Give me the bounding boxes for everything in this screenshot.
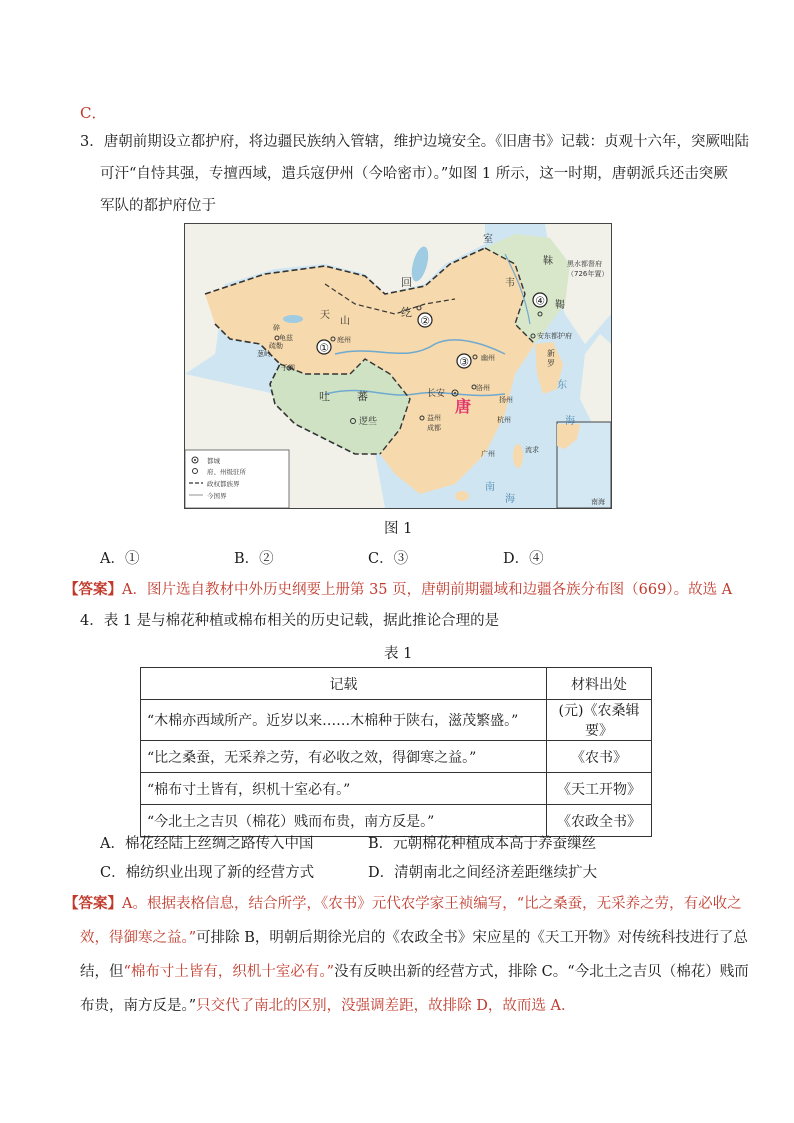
label-tian: 天 — [320, 310, 330, 321]
table-header-source: 材料出处 — [547, 668, 652, 700]
marker-2: ② — [420, 314, 430, 328]
figure-caption: 图 1 — [384, 521, 413, 537]
q4-answer-label: 【答案】 — [64, 895, 122, 912]
table-cell-source: 《农书》 — [547, 741, 652, 773]
label-wei: 韦 — [505, 278, 515, 289]
label-congling: 葱岭 — [257, 350, 271, 358]
label-yutian: 于阗 — [281, 364, 295, 372]
legend-regime-border: 政权都族界 — [207, 480, 240, 488]
q4-answer-line-1: 【答案】A。根据表格信息，结合所学，《农书》元代农学家王祯编写，“比之桑蚕，无采养之劳，有必收之 — [64, 895, 742, 912]
table-cell-record: “棉布寸土皆有，织机十室必有。” — [141, 773, 547, 805]
table-cell-record: “木棉亦西域所产。近岁以来……木棉种于陕右，滋茂繁盛。” — [141, 700, 547, 741]
label-dong-sea: 东 — [557, 380, 567, 391]
q3-option-d[interactable]: D．④ — [503, 551, 544, 567]
table-row — [141, 741, 652, 773]
label-changan: 长安 — [427, 389, 446, 399]
label-yizhou: 益州 — [427, 414, 441, 422]
legend-prefecture: 府、州级驻所 — [207, 468, 246, 476]
q4-option-d[interactable]: D．清朝南北之间经济差距继续扩大 — [368, 865, 598, 881]
q4-option-c[interactable]: C．棉纺织业出现了新的经营方式 — [100, 865, 315, 881]
q3-option-b[interactable]: B．② — [234, 551, 274, 567]
q4-answer-line-3: 结，但“棉布寸土皆有，织机十室必有。”没有反映出新的经营方式，排除 C。“今北土之吉贝（棉花）贱而 — [80, 964, 749, 980]
label-tingzhou: 庭州 — [337, 336, 351, 344]
label-luo: 罗 — [547, 359, 555, 368]
table-cell-record: “今北土之吉贝（棉花）贱而布贵，南方反是。” — [141, 805, 547, 837]
label-east-sea: 海 — [565, 416, 575, 427]
q3-answer-text: A．图片选自教材中外历史纲要上册第 35 页，唐朝前期疆域和边疆各族分布图（669）。故选 A — [122, 582, 733, 598]
q4-stem: 4．表 1 是与棉花种植或棉布相关的历史记载，据此推论合理的是 — [80, 613, 500, 629]
label-heishui-year: （726年置） — [567, 270, 609, 278]
q4-option-b[interactable]: B．元朝棉花种植成本高于养蚕缫丝 — [368, 836, 597, 852]
label-luozhou: 洛州 — [476, 384, 490, 392]
label-liuqiu: 流求 — [525, 446, 539, 454]
label-bo: 蕃 — [357, 390, 368, 403]
label-hui: 回 — [401, 276, 412, 289]
table-cell-source: 《天工开物》 — [547, 773, 652, 805]
option-c-prev: C． — [80, 104, 107, 122]
records-table — [140, 667, 652, 837]
marker-1: ① — [319, 341, 329, 355]
q4-answer-line-2: 效，得御寒之益。”可排除 B，明朝后期徐光启的《农政全书》宋应星的《天工开物》对传统科技进行了总 — [80, 930, 748, 946]
tang-map-figure — [184, 223, 612, 509]
q3-answer — [64, 580, 732, 600]
table-cell-source: (元)《农桑辑要》 — [547, 700, 652, 741]
q4-number: 4． — [80, 613, 104, 629]
label-tang: 唐 — [455, 397, 472, 416]
table-header-record: 记载 — [141, 668, 547, 700]
label-shi: 室 — [483, 234, 493, 245]
table-row — [141, 805, 652, 837]
q3-line-2: 可汗“自恃其强，专擅西域，遣兵寇伊州（今哈密市）。”如图 1 所示，这一时期，唐朝派兵还击突厥 — [100, 166, 728, 182]
table-header-row — [141, 668, 652, 700]
label-yangzhou: 扬州 — [499, 396, 513, 404]
q3-line-1: 3．唐朝前期设立都护府，将边疆民族纳入管辖，维护边境安全。《旧唐书》记载：贞观十六年，突厥咄陆 — [80, 134, 749, 150]
label-xin: 新 — [547, 349, 555, 358]
table-cell-record: “比之桑蚕，无采养之劳，有必收之效，得御寒之益。” — [141, 741, 547, 773]
label-suiye: 碎 — [273, 324, 280, 332]
label-he2: 纥 — [401, 306, 412, 319]
table-row — [141, 700, 652, 741]
label-luoxie: 逻些 — [359, 417, 378, 427]
legend-modern-border: 今国界 — [207, 492, 227, 500]
label-hangzhou: 杭州 — [497, 416, 511, 424]
q4-answer-line-4: 布贵，南方反是。”只交代了南北的区别，没强调差距，故排除 D，故而选 A． — [80, 998, 576, 1014]
table-row — [141, 773, 652, 805]
label-tu: 吐 — [319, 390, 330, 403]
q3-answer-label: 【答案】 — [64, 581, 122, 598]
inset-label: 南海 — [591, 498, 605, 506]
marker-3: ③ — [459, 355, 469, 369]
q3-option-c[interactable]: C．③ — [368, 551, 409, 567]
table-cell-source: 《农政全书》 — [547, 805, 652, 837]
label-mo: 靺 — [543, 256, 553, 267]
q3-number: 3． — [80, 134, 104, 150]
label-qiuci: 龟兹 — [279, 334, 293, 342]
label-south-sea: 海 — [505, 494, 515, 505]
table-title: 表 1 — [384, 646, 413, 662]
label-he: 鞨 — [555, 300, 565, 311]
q3-option-a[interactable]: A．① — [100, 551, 140, 567]
q4-option-a[interactable]: A．棉花经陆上丝绸之路传入中国 — [100, 836, 314, 852]
label-shan: 山 — [340, 316, 350, 327]
label-youzhou: 幽州 — [481, 354, 495, 362]
label-guangzhou: 广州 — [481, 450, 495, 458]
label-nan-sea: 南 — [485, 482, 495, 493]
label-heishui: 黑水都督府 — [567, 260, 602, 268]
label-shule: 疏勒 — [269, 342, 283, 350]
q3-line-3: 军队的都护府位于 — [100, 198, 216, 214]
label-andong: 安东都护府 — [537, 332, 572, 340]
marker-4: ④ — [535, 294, 545, 308]
label-chengdu: 成都 — [427, 424, 441, 432]
legend-capital: 都城 — [207, 457, 220, 465]
